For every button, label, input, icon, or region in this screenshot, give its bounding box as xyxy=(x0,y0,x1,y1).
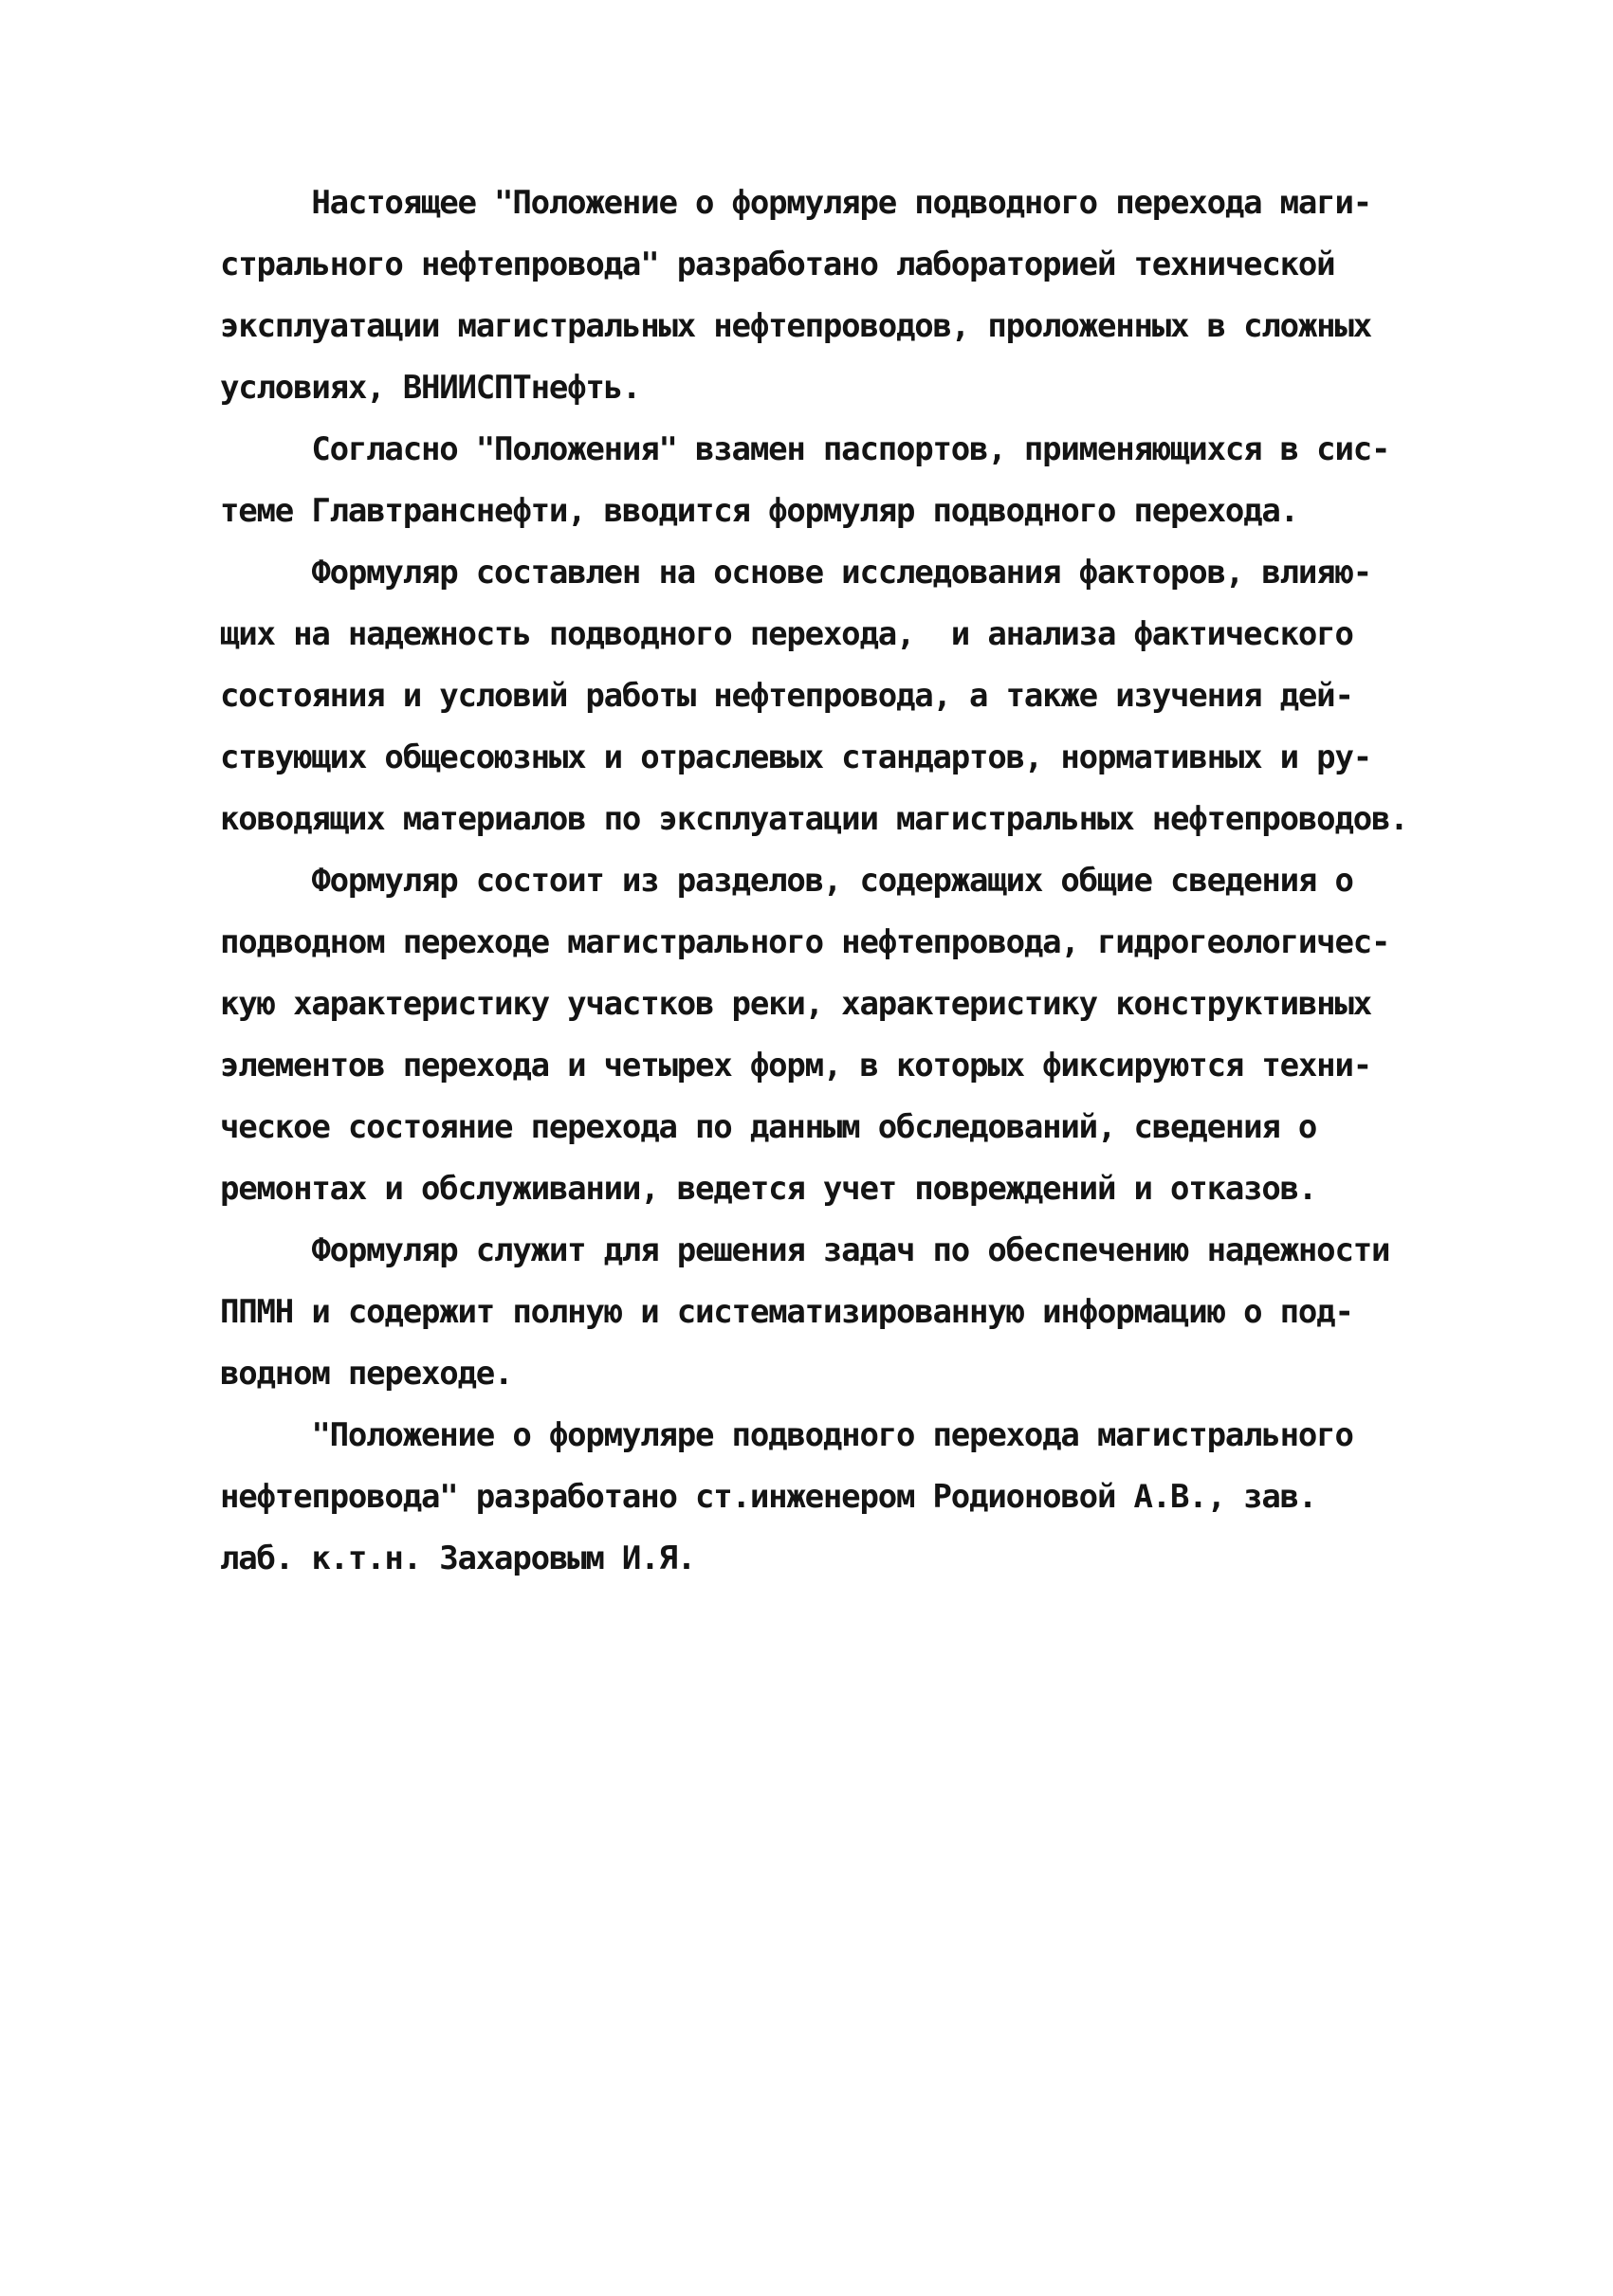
text-line: нефтепровода" разработано ст.инженером Родионовой А.В., зав. xyxy=(220,1478,1317,1516)
text-line: ППМН и содержит полную и систематизированную информацию о под- xyxy=(220,1293,1353,1331)
text-line: кую характеристику участков реки, характеристику конструктивных xyxy=(220,985,1371,1023)
text-line: Настоящее "Положение о формуляре подводного перехода маги- xyxy=(220,184,1371,222)
text-line: ствующих общесоюзных и отраслевых стандартов, нормативных и ру- xyxy=(220,738,1371,776)
text-line: теме Главтранснефти, вводится формуляр подводного перехода. xyxy=(220,492,1298,530)
text-line: Согласно "Положения" взамен паспортов, применяющихся в сис- xyxy=(220,430,1390,468)
text-line: ководящих материалов по эксплуатации магистральных нефтепроводов. xyxy=(220,800,1408,838)
text-line: Формуляр служит для решения задач по обеспечению надежности xyxy=(220,1231,1390,1269)
text-line: элементов перехода и четырех форм, в которых фиксируются техни- xyxy=(220,1047,1371,1084)
text-line: условиях, ВНИИСПТнефть. xyxy=(220,369,641,407)
document-text xyxy=(220,173,1443,1590)
text-line: водном переходе. xyxy=(220,1355,513,1393)
text-line: щих на надежность подводного перехода, и анализа фактического xyxy=(220,615,1353,653)
text-line: состояния и условий работы нефтепровода, а также изучения дей- xyxy=(220,677,1353,715)
text-line: ремонтах и обслуживании, ведется учет повреждений и отказов. xyxy=(220,1170,1317,1208)
text-line: Формуляр составлен на основе исследования факторов, влияю- xyxy=(220,554,1371,592)
text-line: лаб. к.т.н. Захаровым И.Я. xyxy=(220,1540,696,1577)
text-line: ческое состояние перехода по данным обследований, сведения о xyxy=(220,1108,1317,1146)
text-line: Формуляр состоит из разделов, содержащих общие сведения о xyxy=(220,862,1353,900)
text-line: подводном переходе магистрального нефтепровода, гидрогеологичес- xyxy=(220,923,1390,961)
text-line: "Положение о формуляре подводного перехода магистрального xyxy=(220,1416,1353,1454)
text-line: стрального нефтепровода" разработано лабораторией технической xyxy=(220,246,1335,283)
text-line: эксплуатации магистральных нефтепроводов, проложенных в сложных xyxy=(220,307,1371,345)
